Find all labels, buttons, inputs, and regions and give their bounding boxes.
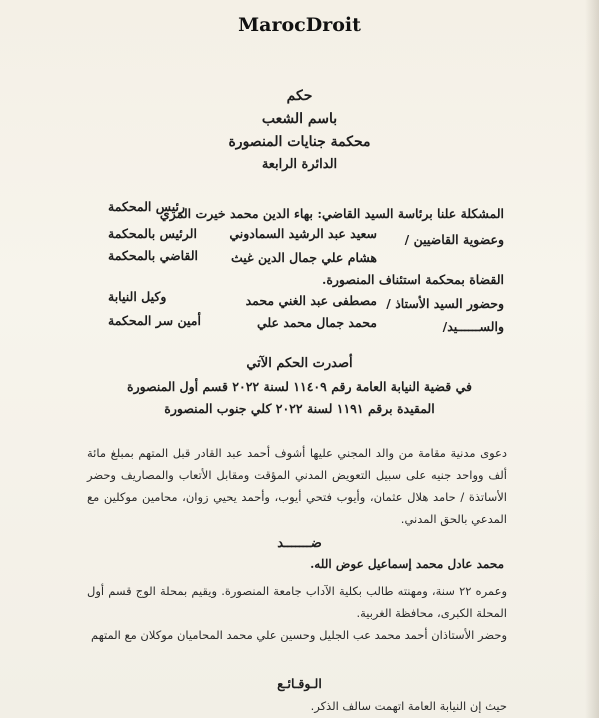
panel-clerk-role: أمين سر المحكمة <box>108 313 201 328</box>
judgment-title: حكم <box>286 88 313 104</box>
panel-presiding-role: رئيس المحكمة <box>108 199 185 214</box>
header-line-circuit: الدائرة الرابعة <box>261 157 338 172</box>
defendant-details-text: وعمره ٢٢ سنة، ومهنته طالب بكلية الآداب جامعة المنصورة. ويقيم بمحلة الوج قسم أول المحلة الكبرى، محافظة الغربية. <box>87 584 507 620</box>
panel-clerk-label: والســــــيد/ <box>442 319 504 334</box>
panel-member2-name: هشام علي جمال الدين غيث <box>231 250 377 265</box>
panel-judges-note: القضاة بمحكمة استئناف المنصورة. <box>321 272 504 287</box>
facts-heading: الـوقـائـع <box>277 676 322 691</box>
verdict-intro: أصدرت الحكم الآتي <box>246 356 353 371</box>
panel-prosecutor-label: وحضور السيد الأستاذ / <box>386 296 504 311</box>
against-label: ضـــــــد <box>277 536 322 551</box>
panel-member1-role: الرئيس بالمحكمة <box>108 226 197 241</box>
facts-text: حيث إن النيابة العامة اتهمت سالف الذكر. <box>310 699 507 713</box>
watermark-title: MarocDroit <box>238 14 361 36</box>
defendant-name: محمد عادل محمد إسماعيل عوض الله. <box>310 557 504 571</box>
verdict-case-number: في قضية النيابة العامة رقم ١١٤٠٩ لسنة ٢٠٢٢ قسم أول المنصورة <box>127 379 472 394</box>
header-line-court: محكمة جنايات المنصورة <box>228 134 371 150</box>
panel-members-label: وعضوية القاضيين / <box>404 232 504 247</box>
facts-paragraph <box>87 695 507 717</box>
defense-counsel-text: وحضر الأستاذان أحمد محمد عب الجليل وحسين علي محمد المحاميان موكلان مع المتهم <box>91 628 507 642</box>
defendant-details-paragraph <box>87 580 507 646</box>
panel-member2-role: القاضي بالمحكمة <box>108 248 199 263</box>
panel-prosecutor-role: وكيل النيابة <box>108 289 167 304</box>
panel-clerk-name: محمد جمال محمد علي <box>256 315 377 330</box>
panel-member1-name: سعيد عبد الرشيد السمادوني <box>229 226 377 241</box>
civil-claim-paragraph <box>87 442 507 530</box>
verdict-registration: المقيدة برقم ١١٩١ لسنة ٢٠٢٢ كلي جنوب المنصورة <box>164 401 435 416</box>
panel-prosecutor-name: مصطفى عبد الغني محمد <box>245 293 377 308</box>
header-line-people: باسم الشعب <box>261 111 338 127</box>
civil-claim-text: دعوى مدنية مقامة من والد المجني عليها أشوف أحمد عبد القادر قبل المتهم بمبلغ مائة ألف وواحد جنيه على سبيل التعويض المدني المؤقت ومقابل الأتعاب والمصاريف وحضر الأساتذة / حامد هلال عثمان، وأيوب فتحي أيوب، وأحمد يحيي زوان، محامين موكلين مع المدعي بالحق المدني. <box>87 446 507 526</box>
panel-presiding: المشكلة علنا برئاسة السيد القاضي: بهاء الدين محمد خيرت المري <box>159 206 504 221</box>
